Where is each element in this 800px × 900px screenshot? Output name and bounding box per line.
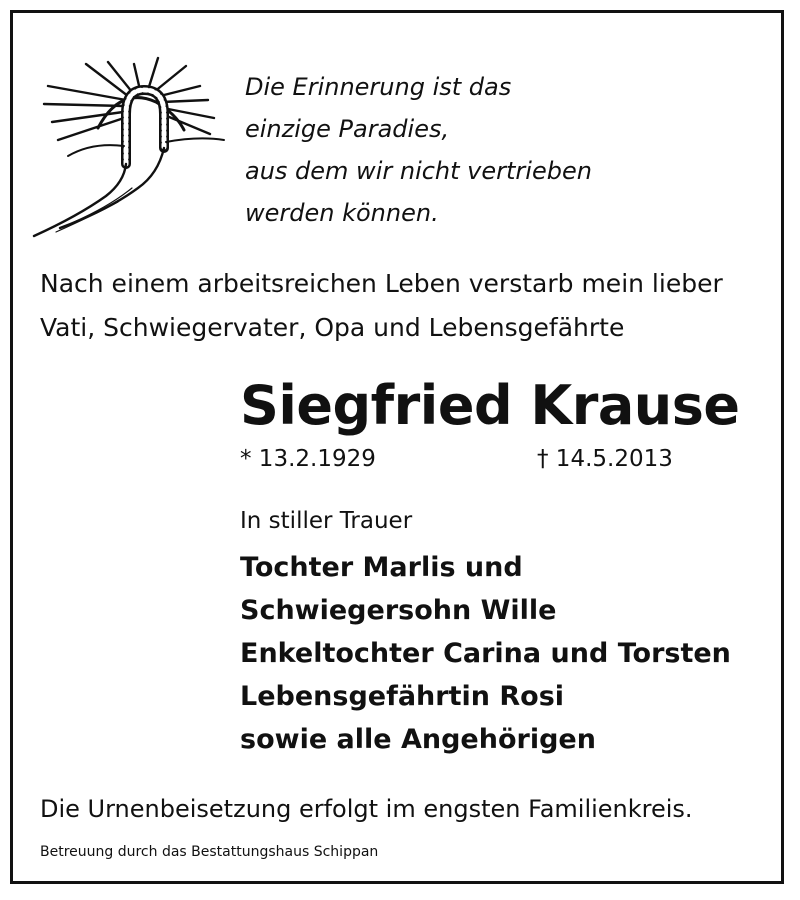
sunrise-arch-illustration: [28, 56, 228, 242]
memorial-quote: [245, 66, 592, 234]
quote-line: einzige Paradies,: [245, 115, 450, 143]
quote-line: werden können.: [245, 199, 439, 227]
quote-line: Die Erinnerung ist das: [245, 73, 512, 101]
funeral-home-credit: Betreuung durch das Bestattungshaus Schippan: [40, 844, 379, 860]
intro-line: Vati, Schwiegervater, Opa und Lebensgefährte: [40, 313, 625, 342]
birth-date: * 13.2.1929: [240, 446, 376, 472]
burial-note: Die Urnenbeisetzung erfolgt im engsten Familienkreis.: [40, 795, 693, 823]
intro-line: Nach einem arbeitsreichen Leben verstarb mein lieber: [40, 269, 723, 298]
mourner-entry: Tochter Marlis und: [240, 552, 523, 583]
mourner-entry: Schwiegersohn Wille: [240, 595, 557, 626]
mourner-entry: Lebensgefährtin Rosi: [240, 681, 565, 712]
death-announcement-text: [40, 262, 723, 350]
mourners-list: [240, 546, 731, 761]
quote-line: aus dem wir nicht vertrieben: [245, 157, 592, 185]
mourner-entry: sowie alle Angehörigen: [240, 724, 596, 755]
mourner-entry: Enkeltochter Carina und Torsten: [240, 638, 731, 669]
deceased-name: Siegfried Krause: [240, 374, 740, 437]
death-date: † 14.5.2013: [537, 446, 673, 472]
mourning-heading: In stiller Trauer: [240, 508, 413, 534]
